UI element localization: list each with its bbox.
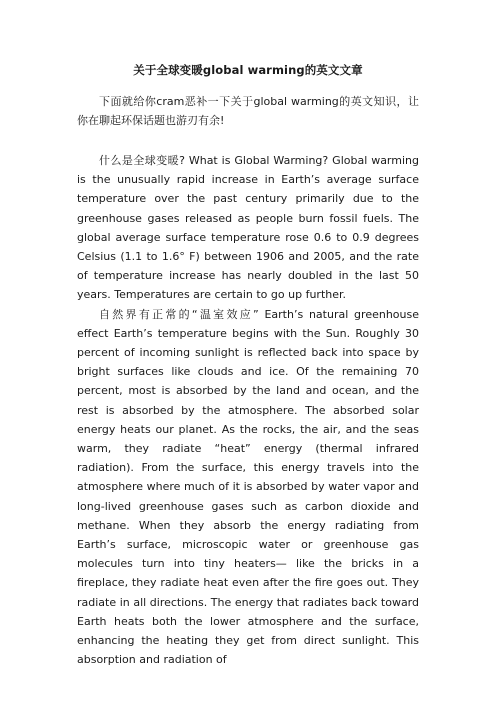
article-body xyxy=(77,151,419,669)
intro-paragraph: 下面就给你cram恶补一下关于global warming的英文知识，让你在聊起环保话题也游刃有余! xyxy=(77,95,419,128)
intro-paragraph-block xyxy=(77,92,419,130)
paragraph-natural-greenhouse-effect: 自然界有正常的“温室效应” Earth’s natural greenhouse effect Earth’s temperature begins with the Sun. Roughly 30 percent of incoming sunlight is reflected back into space by bright surfaces like clouds and ice. Of the remaining 70 percent, most is absorbed by the land and ocean, and the rest is absorbed by the atmosphere. The absorbed solar energy heats our planet. As the rocks, the air, and the seas warm, they radiate “heat” energy (thermal infrared radiation). From the surface, this energy travels into the atmosphere where much of it is absorbed by water vapor and long-lived greenhouse gases such as carbon dioxide and methane. When they absorb the energy radiating from Earth’s surface, microscopic water or greenhouse gas molecules turn into tiny heaters— like the bricks in a fireplace, they radiate heat even after the fire goes out. They radiate in all directions. The energy that radiates back toward Earth heats both the lower atmosphere and the surface, enhancing the heating they get from direct sunlight. This absorption and radiation of xyxy=(77,307,419,667)
document-title: 关于全球变暖global warming的英文文章 xyxy=(133,63,363,77)
paragraph-what-is-global-warming: 什么是全球变暖? What is Global Warming? Global warming is the unusually rapid increase in Earth’s average surface temperature over the past century primarily due to the greenhouse gases released as people burn fossil fuels. The global average surface temperature rose 0.6 to 0.9 degrees Celsius (1.1 to 1.6° F) between 1906 and 2005, and the rate of temperature increase has nearly doubled in the last 50 years. Temperatures are certain to go up further. xyxy=(77,154,419,302)
